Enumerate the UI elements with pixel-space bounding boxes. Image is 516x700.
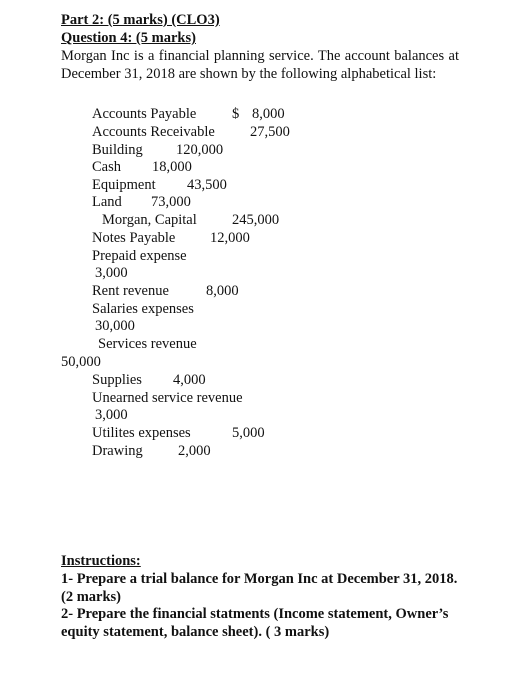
instruction-item-2: 2- Prepare the financial statments (Income statement, Owner’s equity statement, balance sheet). ( 3 marks) [61, 606, 449, 640]
account-amount-services-revenue: 50,000 [61, 354, 101, 370]
account-name-services-revenue: Services revenue [98, 336, 197, 352]
account-amount-unearned-service-revenue: 3,000 [95, 407, 128, 423]
account-name-prepaid-expense: Prepaid expense [92, 248, 187, 264]
account-amount-rent-revenue: 8,000 [206, 283, 239, 299]
question-heading [61, 30, 196, 47]
account-name-unearned-service-revenue: Unearned service revenue [92, 390, 243, 406]
account-name-land: Land [92, 194, 122, 210]
account-amount-accounts-receivable: 27,500 [250, 124, 290, 140]
account-name-capital: Morgan, Capital [102, 212, 197, 228]
account-amount-accounts-payable: 8,000 [252, 106, 285, 122]
account-name-building: Building [92, 142, 143, 158]
account-amount-salaries-expenses: 30,000 [95, 318, 135, 334]
account-amount-land: 73,000 [151, 194, 191, 210]
currency-symbol: $ [232, 106, 240, 122]
account-name-cash: Cash [92, 159, 121, 175]
account-amount-drawing: 2,000 [178, 443, 211, 459]
account-amount-notes-payable: 12,000 [210, 230, 250, 246]
account-name-supplies: Supplies [92, 372, 142, 388]
account-amount-equipment: 43,500 [187, 177, 227, 193]
account-name-utilities-expenses: Utilites expenses [92, 425, 191, 441]
account-amount-building: 120,000 [176, 142, 224, 158]
account-name-rent-revenue: Rent revenue [92, 283, 169, 299]
account-name-accounts-receivable: Accounts Receivable [92, 124, 215, 140]
account-name-drawing: Drawing [92, 443, 143, 459]
account-amount-cash: 18,000 [152, 159, 192, 175]
account-name-equipment: Equipment [92, 177, 156, 193]
account-name-notes-payable: Notes Payable [92, 230, 176, 246]
instructions-heading: Instructions: [61, 553, 141, 569]
intro-paragraph: Morgan Inc is a financial planning service. The account balances at December 31, 2018 are shown by the following alphabetical list: [61, 48, 459, 82]
account-amount-supplies: 4,000 [173, 372, 206, 388]
account-amount-prepaid-expense: 3,000 [95, 265, 128, 281]
account-name-salaries-expenses: Salaries expenses [92, 301, 194, 317]
account-amount-utilities-expenses: 5,000 [232, 425, 265, 441]
instruction-item-1: 1- Prepare a trial balance for Morgan Inc at December 31, 2018. (2 marks) [61, 571, 458, 605]
part-heading: Part 2: (5 marks) (CLO3) [61, 12, 220, 28]
question-label: Question 4: (5 marks) [61, 30, 196, 46]
account-name-accounts-payable: Accounts Payable [92, 106, 197, 122]
account-amount-capital: 245,000 [232, 212, 280, 228]
